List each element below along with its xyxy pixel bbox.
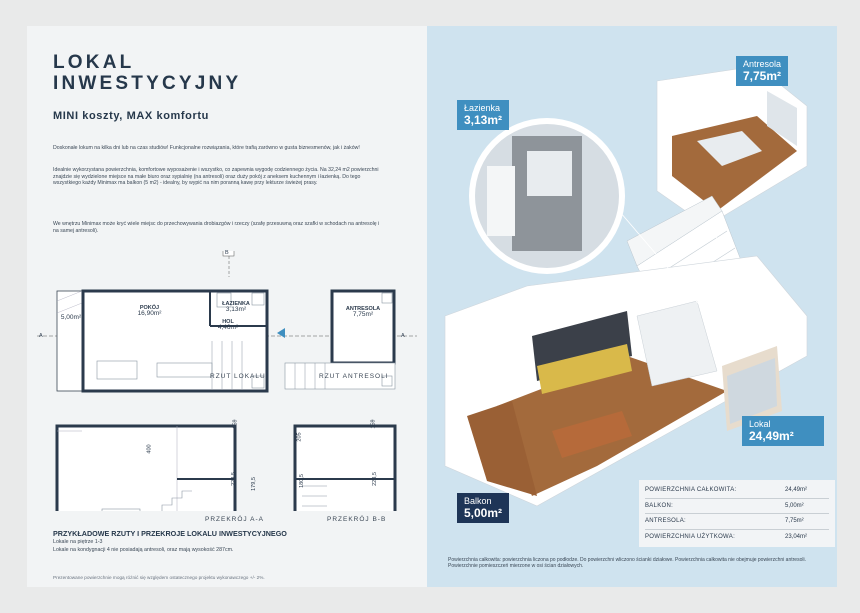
paragraph-3: We wnętrzu Minimax może kryć wiele miejsc do przechowywania drobiazgów i rzeczy (szafę przesuwną oraz szafki w schodach na antresolę i na samej antresoli). [53,221,380,234]
dim-180: 180,5 [298,474,305,488]
page-subtitle: MINI koszty, MAX komfortu [53,110,209,122]
label-przekroj-aa: PRZEKRÓJ A-A [205,516,264,523]
dim-179: 179,5 [250,477,257,491]
section-marker-b: B [225,250,229,256]
page-title: LOKAL INWESTYCYJNY [53,52,242,94]
callout-balkon: Balkon 5,00m² [457,493,509,523]
footer-line-2: Lokale na kondygnacji 4 nie posiadają antresoli, oraz mają wysokość 287cm. [53,547,234,553]
mezzanine-label: ANTRESOLA 7,75m² [345,306,381,318]
paragraph-2: Idealnie wykorzystana powierzchnia, komfortowe wyposażenie i wszystko, co zapewnia wygodę codziennego życia. Na 32,24 m2 powierzchni znajdzie się wydzielone miejsce na małe biuro oraz sypialnię (na antresoli) oraz duży pokój z aneksem kuchennym i łazienką. Do tego wszystkiego każdy Minimax ma balkon (5 m2) - idealny, by wypić na nim poranną kawę przy lekturze świeżej prasy. [53,167,379,187]
callout-antresola: Antresola 7,75m² [736,56,788,86]
paragraph-1: Doskonałe lokum na kilka dni lub na czas studiów! Funkcjonalne rozwiązania, które trafią zarówno w gusta biznesmenów, jak i żaków! [53,145,360,151]
label-przekroj-bb: PRZEKRÓJ B-B [327,516,387,523]
dim-223a: 223,5 [230,472,237,486]
room-label: POKÓJ 16,90m² [137,305,162,317]
dim-400: 400 [146,444,153,454]
section-marker-a-left: A [39,333,43,339]
section-marker-a-right: A [401,333,405,339]
bath-label: ŁAZIENKA 3,13m² [222,301,250,313]
dim-223b: 223,5 [371,472,378,486]
area-definition-note: Powierzchnia całkowita: powierzchnia liczona po podłodze. Do powierzchni wliczono ścianki działowe. Powierzchnia całkowita nie obejmuje powierzchni antresoli. Powierzchnie pomieszczeń mierzone w osi ścian działowych. [448,557,806,570]
table-row: ANTRESOLA: 7,75m² [645,514,829,530]
dim-205: 205 [296,432,303,442]
footer-note: Prezentowane powierzchnie mogą różnić się względem ostatecznego projektu wykonawczego +/- 2%. [53,575,265,580]
dim-159b: 159 [370,419,377,429]
balcony-area-label: 5,00m² [60,314,82,321]
table-row: POWIERZCHNIA CAŁKOWITA: 24,49m² [645,483,829,499]
callout-lazienka: Łazienka 3,13m² [457,100,509,130]
table-row: POWIERZCHNIA UŻYTKOWA: 23,04m² [645,533,808,540]
brochure-page [27,26,837,587]
area-table [639,480,835,547]
table-row: BALKON: 5,00m² [645,499,829,515]
floor-plans [27,251,427,511]
footer-line-1: Lokale na piętrze 1-3 [53,539,103,545]
callout-lokal: Lokal 24,49m² [742,416,824,446]
footer-heading: PRZYKŁADOWE RZUTY I PRZEKROJE LOKALU INWESTYCYJNEGO [53,529,287,538]
dim-159a: 159 [232,419,239,429]
hall-label: HOL 4,46m² [217,319,239,331]
left-page [27,26,427,587]
label-rzut-lokalu: RZUT LOKALU [210,373,266,380]
label-rzut-antresoli: RZUT ANTRESOLI [319,373,389,380]
